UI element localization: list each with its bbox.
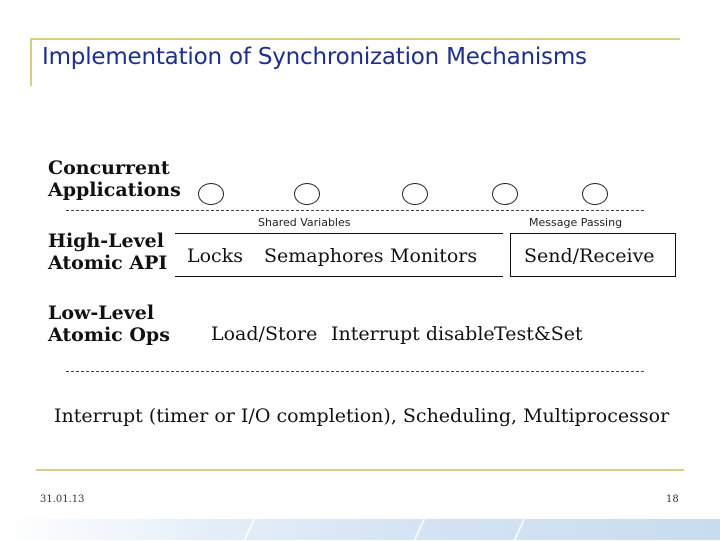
hardware-label: Interrupt (timer or I/O completion), Scheduling, Multiprocessor — [54, 405, 670, 427]
low-level-label-line1: Low-Level — [48, 302, 155, 324]
locks-label: Locks — [187, 245, 243, 267]
shared-variables-bottom-line — [175, 276, 503, 277]
shared-variables-label: Shared Variables — [258, 216, 351, 229]
lower-dashed-divider — [66, 371, 644, 372]
semaphores-label: Semaphores — [264, 245, 384, 267]
thread-circle — [198, 183, 224, 205]
upper-dashed-divider — [66, 210, 644, 211]
applications-label — [48, 157, 181, 201]
frame-top-rule — [30, 38, 680, 40]
frame-left-rule — [30, 38, 32, 86]
interrupt-disable-label: Interrupt disable — [331, 323, 495, 345]
slide-title: Implementation of Synchronization Mechanisms — [42, 44, 587, 70]
applications-label-line2: Applications — [48, 179, 181, 201]
load-store-label: Load/Store — [211, 323, 318, 345]
send-receive-label: Send/Receive — [524, 245, 655, 267]
thread-circle — [402, 183, 428, 205]
low-level-label-line2: Atomic Ops — [48, 324, 170, 346]
high-level-label — [48, 230, 167, 274]
footer-rule — [36, 469, 684, 471]
footer-date: 31.01.13 — [40, 494, 85, 505]
high-level-label-line2: Atomic API — [48, 252, 168, 274]
thread-circle — [492, 183, 518, 205]
message-passing-label: Message Passing — [529, 216, 623, 229]
thread-circle — [582, 183, 608, 205]
bottom-decorative-band — [0, 519, 720, 540]
test-and-set-label: Test&Set — [494, 323, 583, 345]
page-number: 18 — [666, 494, 679, 505]
shared-variables-top-line — [175, 233, 503, 234]
thread-circle — [294, 183, 320, 205]
monitors-label: Monitors — [390, 245, 478, 267]
high-level-label-line1: High-Level — [48, 230, 164, 252]
low-level-label — [48, 302, 170, 346]
applications-label-line1: Concurrent — [48, 157, 170, 179]
